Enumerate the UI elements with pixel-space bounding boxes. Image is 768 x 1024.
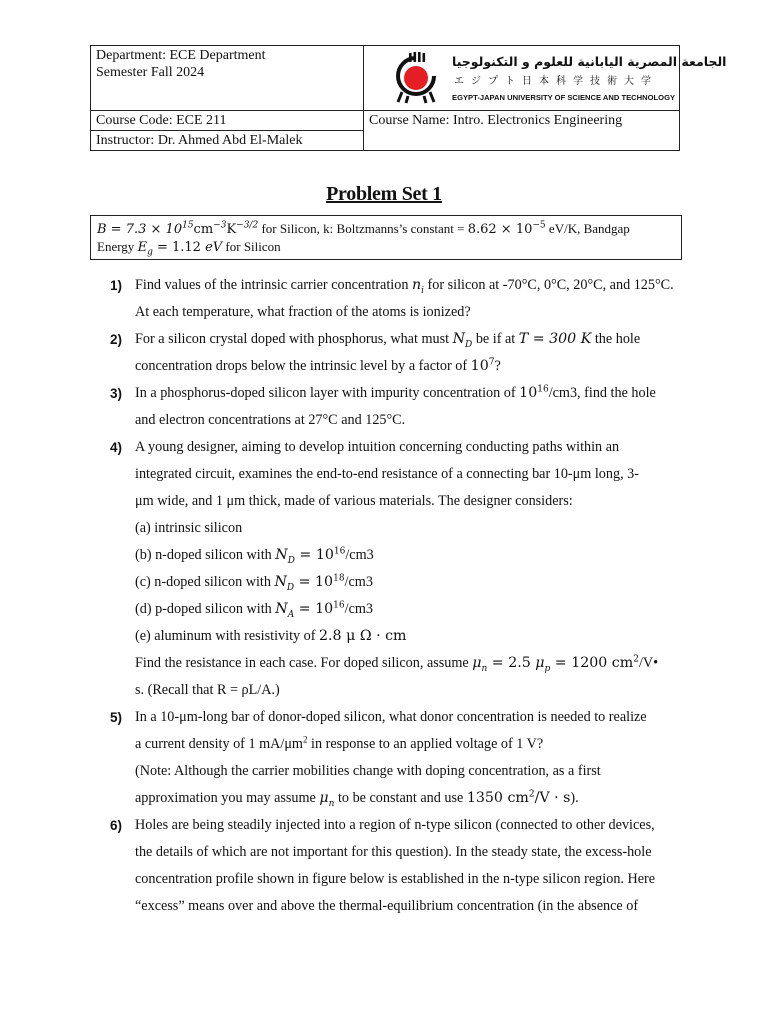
instructor: Instructor: Dr. Ahmed Abd El-Malek bbox=[96, 133, 303, 148]
constant-b: $B = 7.3 \times 10^{15}cm^{-3}K^{-3/2}$ bbox=[97, 220, 259, 237]
material-b: (b) n-doped silicon with $N_D = 10^{16}/cm3$ bbox=[135, 546, 374, 566]
problem-4: 4) A young designer, aiming to develop intuition concerning conducting paths within an integrated circuit, examines the end-to-end resistance of a connecting bar 10-μm long, 3- μm wide, and 1 μm thick, made of various materials. The designer considers: (a) intrinsic silicon (b) n-doped silicon with $N_D = 10^{16}/cm3$ (c) n-doped silicon with $N_D = 10^{18}/cm3$ (d) p-doped silicon with $N_A = 10^{16}/cm3$ (e) aluminum with resistivity of 2.8 μ Ω · cm Find the resistance in each case. For doped silicon, assume $\mu_n = 2.5$ $\mu_p = 1200$ $cm^2/V•$ s. (Recall that R = ρL/A.) bbox=[110, 434, 680, 704]
instructor-cell bbox=[91, 131, 364, 151]
course-code-cell bbox=[91, 111, 364, 131]
course-code: Course Code: ECE 211 bbox=[96, 113, 227, 128]
material-e: (e) aluminum with resistivity of 2.8 μ Ω · cm bbox=[135, 628, 407, 644]
constants-text-1: for Silicon, k: Boltzmanns’s constant = bbox=[258, 221, 468, 236]
page-title: Problem Set 1 bbox=[326, 183, 442, 205]
semester-label: Semester Fall 2024 bbox=[96, 65, 205, 80]
logo-cell bbox=[364, 46, 727, 111]
logo-arabic-text: الجامعة المصرية اليابانية للعلوم و التكنولوجيا bbox=[452, 54, 727, 69]
problem-number: 2) bbox=[110, 332, 123, 347]
problem-number: 4) bbox=[110, 440, 123, 455]
material-c: (c) n-doped silicon with $N_D = 10^{18}/cm3$ bbox=[135, 573, 373, 593]
logo-english-text: EGYPT-JAPAN UNIVERSITY OF SCIENCE AND TECHNOLOGY bbox=[452, 93, 676, 102]
material-a: (a) intrinsic silicon bbox=[135, 520, 243, 536]
problem-6: 6) Holes are being steadily injected into a region of n-type silicon (connected to other devices, the details of which are not important for this question). In the steady state, the excess-hole concentration profile shown in figure below is established in the n-type silicon region. Here “excess” means over and above the thermal-equilibrium concentration (in the absence of bbox=[110, 812, 680, 920]
problem-number: 3) bbox=[110, 386, 123, 401]
course-name-cell bbox=[364, 111, 680, 151]
university-logo bbox=[394, 52, 727, 104]
problem-number: 1) bbox=[110, 278, 123, 293]
constants-box bbox=[90, 215, 682, 260]
problem-5: 5) In a 10-μm-long bar of donor-doped silicon, what donor concentration is needed to realize a current density of 1 $mA/\mu m^2$ in response to an applied voltage of 1 V? (Note: Although the carrier mobilities change with doping concentration, as a first approximation you may assume $\mu_n$ to be constant and use 1350 $cm^2/V \cdot s$). bbox=[110, 704, 680, 812]
problem-3: 3) In a phosphorus-doped silicon layer with impurity concentration of $10^{16}/cm3$, find the hole and electron concentrations at 27°C and 125°C. bbox=[110, 380, 680, 434]
department-label: Department: ECE Department bbox=[96, 48, 266, 63]
problem-list bbox=[110, 272, 680, 920]
university-logo-icon bbox=[394, 52, 438, 104]
constants-k-unit: eV/K, Bandgap bbox=[545, 221, 630, 236]
logo-japanese-text: エジプト日本科学技術大学 bbox=[454, 76, 658, 87]
header-table bbox=[90, 45, 727, 151]
constants-text-3: for Silicon bbox=[222, 239, 281, 254]
problem-1: 1) Find values of the intrinsic carrier concentration $n_i$ for silicon at -70°C, 0°C, 20°C, and 125°C. At each temperature, what fraction of the atoms is ionized? bbox=[110, 272, 680, 326]
constant-eg: $E_g = 1.12$ eV bbox=[137, 240, 223, 258]
constant-k: $8.62 \times 10^{-5}$ bbox=[467, 220, 546, 237]
material-d: (d) p-doped silicon with $N_A = 10^{16}/cm3$ bbox=[135, 600, 373, 620]
problem-number: 6) bbox=[110, 818, 123, 833]
course-name: Course Name: Intro. Electronics Engineering bbox=[369, 113, 623, 128]
constants-text-2: Energy bbox=[97, 239, 138, 254]
department-cell bbox=[91, 46, 364, 111]
problem-2: 2) For a silicon crystal doped with phosphorus, what must $N_D$ be if at T = 300 K the hole concentration drops below the intrinsic level by a factor of $10^7$? bbox=[110, 326, 680, 380]
problem-number: 5) bbox=[110, 710, 123, 725]
